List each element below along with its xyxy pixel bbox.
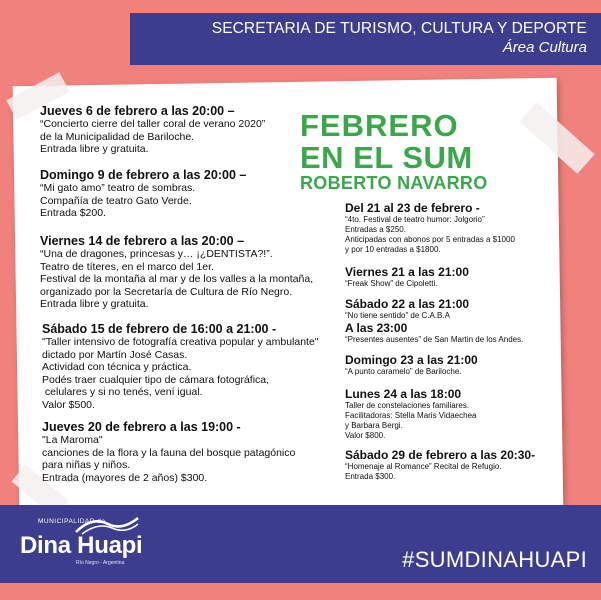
event-line: “Presentes ausentes” de San Martin de los Andes.	[345, 335, 524, 344]
event-line: Entrada (mayores de 2 años) $300.	[42, 471, 208, 484]
event-line: “No tiene sentido” de C.A.B.A	[345, 311, 450, 320]
event-item	[40, 104, 265, 156]
event-line: Podés traer cualquier tipo de cámara fotográfica,	[42, 373, 270, 386]
event-line: Entrada libre y gratuita.	[40, 143, 149, 155]
event-item	[42, 420, 295, 484]
event-line: organizado por la Secretaría de Cultura de Río Negro.	[40, 285, 293, 298]
event-item	[40, 234, 313, 311]
event-line: dictado por Martín José Casas.	[42, 348, 188, 361]
event-line: Entrada $200.	[40, 207, 106, 219]
event-heading: Del 21 al 23 de febrero -	[345, 201, 480, 215]
event-line: “Concierto cierre del taller coral de verano 2020”	[40, 118, 266, 130]
event-line: y por 10 entradas a $1800.	[345, 245, 441, 254]
event-heading: Viernes 21 a las 21:00	[345, 265, 469, 279]
event-item	[345, 353, 478, 377]
event-heading: Jueves 20 de febrero a las 19:00 -	[42, 420, 241, 434]
event-line: Teatro de títeres, en el marco del 1er.	[40, 260, 214, 273]
event-heading: Domingo 9 de febrero a las 20:00 –	[40, 168, 247, 182]
event-item	[345, 448, 535, 482]
event-item	[345, 265, 469, 289]
event-heading: Viernes 14 de febrero a las 20:00 –	[40, 234, 245, 248]
headline-line-1: FEBRERO	[300, 108, 459, 143]
event-line: para niñas y niños.	[42, 459, 131, 471]
event-item	[345, 297, 469, 321]
event-line: Entrada libre y gratuita.	[40, 298, 149, 310]
event-heading: Lunes 24 a las 18:00	[345, 387, 462, 401]
banner-subtitle: Área Cultura	[502, 39, 587, 56]
event-item	[345, 201, 515, 255]
event-line: Actividad con técnica y práctica.	[42, 361, 192, 373]
event-line: “Mi gato amo” teatro de sombras.	[40, 182, 196, 194]
headline-line-2: EN EL SUM	[300, 140, 473, 175]
event-heading: A las 23:00	[345, 321, 408, 335]
municipality-logo	[20, 512, 150, 574]
event-heading: Sábado 15 de febrero de 16:00 a 21:00 -	[42, 322, 277, 336]
event-heading: Sábado 29 de febrero a las 20:30-	[345, 448, 536, 462]
hashtag: #SUMDINAHUAPI	[402, 547, 587, 572]
event-item	[345, 321, 523, 345]
event-line: de la Municipalidad de Bariloche.	[40, 130, 195, 143]
banner-title: SECRETARIA DE TURISMO, CULTURA Y DEPORTE	[211, 20, 587, 37]
event-line: “Homenaje al Romance” Recital de Refugio.	[345, 462, 502, 471]
event-line: "La Maroma"	[42, 434, 103, 446]
event-item	[345, 387, 476, 441]
logo-subtitle: Río Negro - Argentina	[76, 560, 125, 566]
event-line: “Una de dragones, princesas y… ¡¿DENTISTA?!”.	[40, 248, 273, 260]
event-line: y Barbara Bergi.	[345, 421, 403, 430]
event-line: Anticipadas con abonos por 5 entradas a $1000	[345, 235, 515, 244]
event-line: Facilitadoras: Stella Maris Vidaechea	[345, 411, 477, 420]
event-line: celulares y si no tenés, vení igual.	[42, 386, 203, 398]
event-line: Valor $800.	[345, 431, 386, 440]
logo-municipality-label: MUNICIPALIDAD de	[38, 518, 106, 525]
event-item	[42, 322, 319, 411]
event-heading: Sábado 22 a las 21:00	[345, 297, 470, 311]
event-heading: Jueves 6 de febrero a las 20:00 –	[40, 104, 235, 118]
event-line: Festival de la montaña al mar y de los valles a la montaña,	[40, 273, 314, 285]
event-line: Taller de constelaciones familiares.	[345, 401, 470, 410]
event-line: “4to. Festival de teatro humor: Jolgorio”	[345, 215, 485, 224]
event-line: Valor $500.	[42, 398, 95, 411]
event-line: Entrada $300.	[345, 472, 396, 481]
headline-line-3: ROBERTO NAVARRO	[300, 173, 488, 193]
event-line: Compañía de teatro Gato Verde.	[40, 194, 192, 207]
event-line: Entradas a $250.	[345, 225, 406, 234]
logo-name: Dina Huapi	[20, 532, 143, 559]
event-line: “Freak Show” de Cipoletti.	[345, 279, 438, 288]
event-line: “A punto caramelo” de Bariloche.	[345, 367, 462, 376]
headline	[300, 110, 488, 193]
event-heading: Domingo 23 a las 21:00	[345, 353, 478, 367]
event-line: canciones de la flora y la fauna del bosque patagónico	[42, 446, 296, 459]
event-item	[40, 168, 246, 220]
event-line: "Taller intensivo de fotografía creativa popular y ambulante"	[42, 336, 319, 348]
